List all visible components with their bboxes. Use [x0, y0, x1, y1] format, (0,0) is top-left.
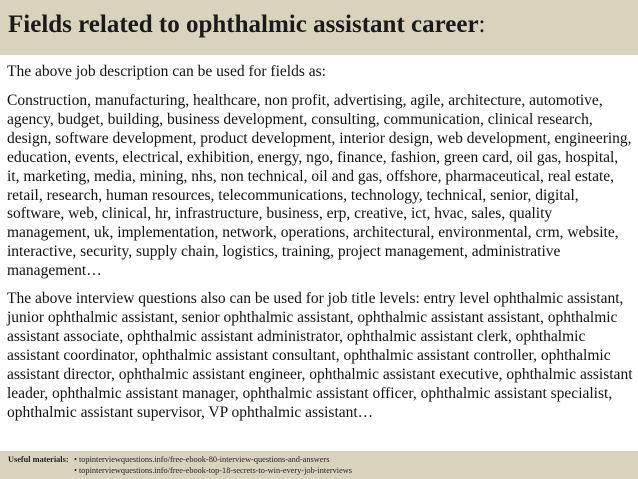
- footer-row-1: [8, 454, 638, 465]
- slide-body: [7, 63, 633, 422]
- footer-link-ebook-80-questions[interactable]: • topinterviewquestions.info/free-ebook-80-interview-questions-and-answers: [74, 455, 330, 464]
- footer-bar: [0, 451, 638, 479]
- footer-row-2: [8, 465, 638, 476]
- footer-label: Useful materials:: [8, 455, 69, 464]
- slide-title: [8, 11, 638, 39]
- job-levels-list: The above interview questions also can be used for job title levels: entry level ophthalmic assistant, junior ophthalmic assistant, senior ophthalmic assistant, ophthalmic assistant assistant, ophthalmic assistant associate, ophthalmic assistant administrator, ophthalmic assistant clerk, ophthalmic assistant coordinator, ophthalmic assistant consultant, ophthalmic assistant controller, ophthalmic assistant director, ophthalmic assistant engineer, ophthalmic assistant executive, ophthalmic assistant leader, ophthalmic assistant manager, ophthalmic assistant officer, ophthalmic assistant specialist, ophthalmic assistant supervisor, VP ophthalmic assistant…: [7, 290, 633, 421]
- footer-link-ebook-18-secrets[interactable]: • topinterviewquestions.info/free-ebook-top-18-secrets-to-win-every-job-interviews: [74, 466, 352, 475]
- footer-label-spacer: [8, 465, 74, 476]
- slide-title-colon: :: [478, 11, 486, 38]
- title-bar: [0, 0, 638, 55]
- fields-list: Construction, manufacturing, healthcare, non profit, advertising, agile, architecture, automotive, agency, budget, building, business development, consulting, communication, clinical research, design, software development, product development, interior design, web development, engineering, education, events, electrical, exhibition, energy, ngo, finance, fashion, green card, oil gas, hospital, it, marketing, media, mining, nhs, non technical, oil and gas, offshore, pharmaceutical, real estate, retail, research, human resources, telecommunications, technology, technical, senior, digital, software, web, clinical, hr, infrastructure, business, erp, creative, ict, hvac, sales, quality management, uk, implementation, network, operations, architectural, environmental, crm, website, interactive, security, supply chain, logistics, training, project management, administrative management…: [7, 92, 632, 280]
- slide-title-text: Fields related to ophthalmic assistant career: [8, 11, 479, 38]
- intro-text: The above job description can be used for fields as:: [7, 63, 326, 80]
